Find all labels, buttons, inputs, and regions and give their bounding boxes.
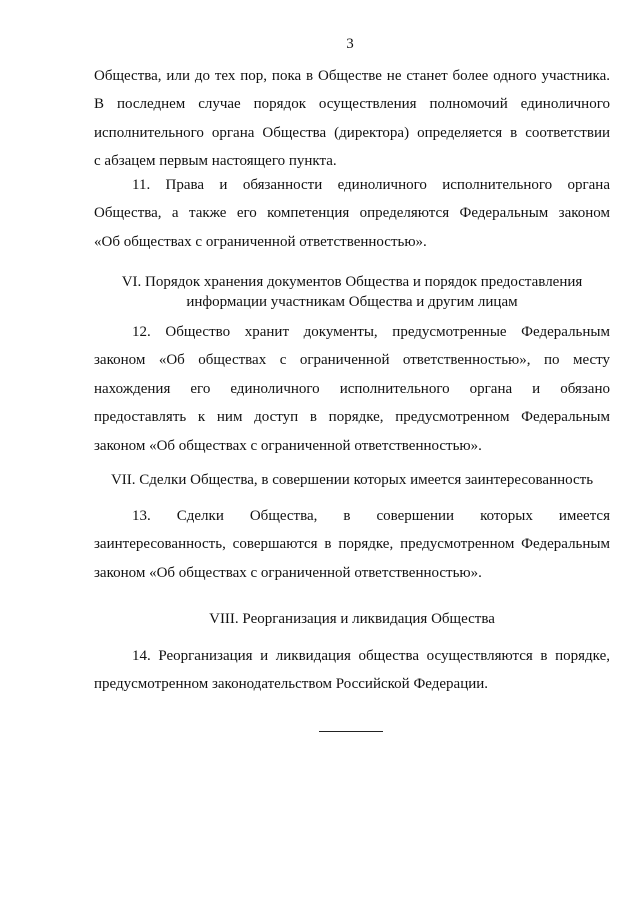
text-line: В последнем случае порядок осуществления полномочий единоличного [94,96,610,113]
section-heading-vii [94,470,610,490]
text-line: 11. Права и обязанности единоличного исполнительного органа [132,177,610,193]
heading-line: VIII. Реорганизация и ликвидация Общества [209,611,495,627]
text-line: заинтересованность, совершаются в порядке, предусмотренном Федеральным [94,536,610,553]
page-number: 3 [346,36,354,52]
text-line: нахождения его единоличного исполнительного органа и обязано [94,380,610,397]
text-line: предусмотренном законодательством Российской Федерации. [94,676,489,693]
paragraph-clause-10-continuation [94,62,610,176]
text-line: 12. Общество хранит документы, предусмотренные Федеральным [132,324,610,340]
text-line: 13. Сделки Общества, в совершении которых имеется [132,508,610,524]
text-line: исполнительного органа Общества (директора) определяется в соответствии [94,124,610,141]
paragraph-clause-11 [94,171,610,256]
text-line: предоставлять к ним доступ в порядке, предусмотренном Федеральным [94,409,610,426]
text-line: законом «Об обществах с ограниченной ответственностью». [94,564,482,581]
text-line: «Об обществах с ограниченной ответственностью». [94,233,427,250]
text-line: Общества, или до тех пор, пока в Обществе не станет более одного участника. [94,68,610,84]
heading-line: VII. Сделки Общества, в совершении которых имеется заинтересованность [110,472,594,488]
text-line: 14. Реорганизация и ликвидация общества осуществляются в порядке, [132,648,610,664]
text-line: с абзацем первым настоящего пункта. [94,153,337,170]
section-heading-vi [94,272,610,312]
end-of-document-rule [319,731,383,732]
paragraph-clause-13 [94,502,610,587]
paragraph-clause-12 [94,318,610,460]
paragraph-clause-14 [94,642,610,699]
text-line: законом «Об обществах с ограниченной ответственностью», по месту [94,352,610,369]
text-line: Общества, а также его компетенция определяются Федеральным законом [94,205,610,222]
section-heading-viii [94,609,610,629]
heading-line: информации участникам Общества и другим лицам [186,294,518,310]
heading-line: VI. Порядок хранения документов Общества и порядок предоставления [121,274,583,290]
text-line: законом «Об обществах с ограниченной ответственностью». [94,437,482,454]
